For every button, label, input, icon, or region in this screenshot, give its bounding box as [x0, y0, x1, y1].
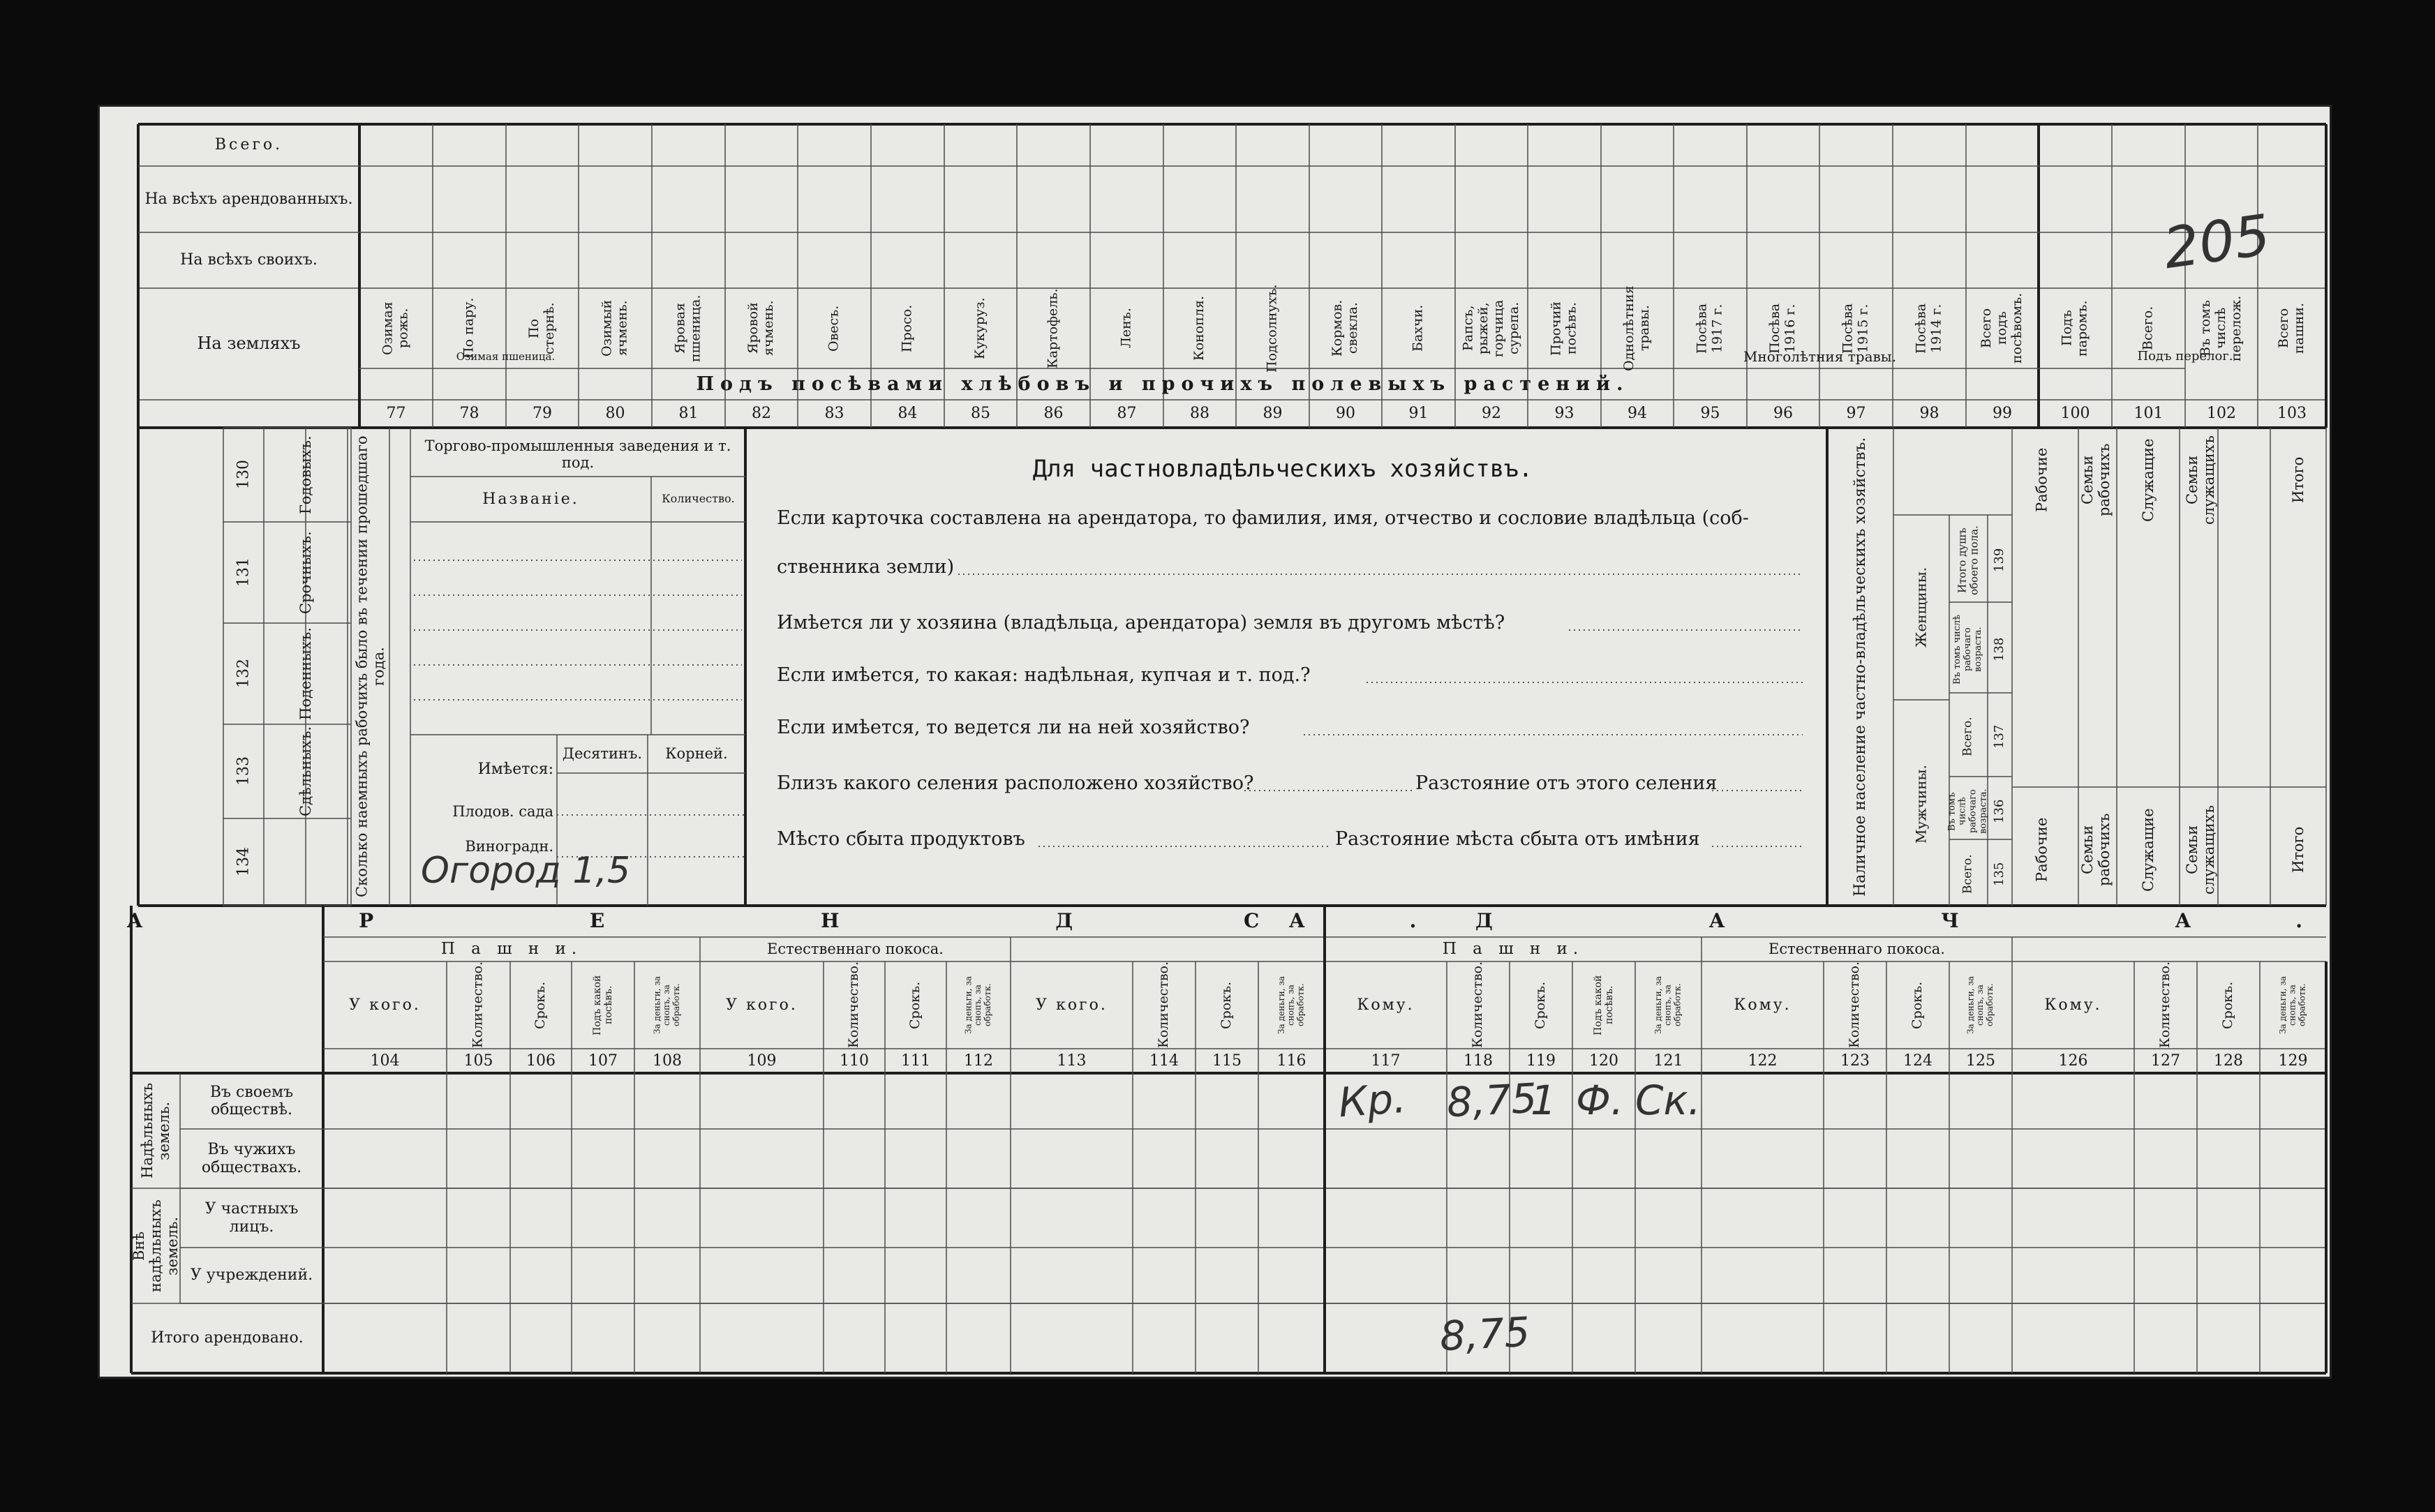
column-number: 88	[1190, 405, 1209, 423]
right-column-header-top: Семьи служащихъ	[2183, 435, 2217, 525]
working-age-header: Въ томъ числѣ рабочаго возраста.	[1946, 788, 1989, 834]
column-number: 133	[234, 756, 253, 786]
column-number: 136	[1992, 799, 2007, 824]
column-header: Кормов. свекла.	[1330, 299, 1360, 357]
total-header: Всего.	[1960, 717, 1975, 756]
header-counterparty: У кого.	[349, 996, 421, 1014]
column-header: Яровой ячмень.	[745, 300, 776, 357]
column-header: Количество.	[1470, 961, 1486, 1049]
column-header: Просо.	[899, 304, 915, 352]
column-number: 110	[840, 1051, 869, 1070]
right-column-header-bottom: Итого	[2289, 826, 2307, 874]
handwritten-total: 8,75	[1438, 1308, 1531, 1361]
column-header: Озимая рожь.	[380, 301, 411, 355]
column-header: Количество.	[470, 961, 486, 1049]
column-header: По пару.	[461, 297, 477, 359]
column-number: 109	[747, 1051, 777, 1070]
column-number: 83	[824, 405, 844, 423]
column-header: Въ томъ числѣ перелож.	[2198, 295, 2244, 361]
column-number: 96	[1773, 405, 1793, 423]
right-column-header-bottom: Семьи служащихъ	[2183, 804, 2217, 895]
column-number: 103	[2277, 405, 2307, 423]
orchard-label: Плодов. сада	[452, 802, 553, 820]
column-number: 97	[1846, 405, 1866, 423]
group-label-perennial-grass: Многолѣтния травы.	[1743, 347, 1897, 365]
column-header: Кукуруз.	[972, 297, 988, 359]
column-number: 81	[678, 405, 699, 423]
column-header: Подъ какой посѣвъ.	[591, 975, 614, 1035]
column-header: Сдѣльныхъ.	[297, 726, 314, 817]
column-number: 79	[533, 405, 552, 423]
column-header: Всего.	[2140, 306, 2156, 351]
right-column-header-top: Рабочие	[2033, 447, 2050, 513]
group-label-allotment: Надѣльныхъ земель.	[138, 1082, 172, 1179]
question-other-land: Имѣется ли у хозяина (владѣльца, арендатора) земля въ другомъ мѣстѣ?	[777, 612, 1505, 634]
column-header: Картофель.	[1045, 288, 1061, 368]
total-header: Всего.	[1960, 854, 1975, 895]
row-label-own: На всѣхъ своихъ.	[180, 251, 318, 269]
right-column-header-top: Семьи рабочихъ	[2078, 443, 2113, 517]
right-column-header-bottom: Служащие	[2139, 808, 2157, 892]
header-sdacha: С Д А Ч А.	[1243, 909, 2408, 933]
column-number: 104	[370, 1051, 400, 1070]
header-arenda: А Р Е Н Д А.	[126, 909, 1521, 933]
handwritten-ogorod: Огород 1,5	[421, 850, 631, 892]
column-number: 94	[1628, 405, 1647, 423]
column-header: Посѣва 1914 г.	[1913, 303, 1944, 354]
column-number: 98	[1919, 405, 1939, 423]
column-header: За деньги, за снопъ, за обработк.	[1653, 975, 1683, 1035]
column-number: 121	[1653, 1051, 1683, 1070]
column-header: Срокъ.	[1219, 981, 1235, 1029]
column-number: 90	[1336, 405, 1355, 423]
column-number: 120	[1589, 1051, 1618, 1070]
column-number: 107	[588, 1051, 618, 1070]
question-market-distance: Разстояние мѣста сбыта отъ имѣния	[1335, 828, 1700, 851]
column-number: 130	[234, 460, 253, 490]
column-header: Количество.	[846, 961, 862, 1049]
column-number: 138	[1992, 637, 2007, 661]
question-market: Мѣсто сбыта продуктовъ	[777, 828, 1025, 851]
row-label-on-lands: На земляхъ	[197, 334, 301, 354]
column-header: Посѣва 1915 г.	[1840, 303, 1871, 354]
row-label: У частныхъ лицъ.	[204, 1200, 299, 1236]
column-header: За деньги, за снопъ, за обработк.	[2277, 975, 2307, 1035]
column-header: Срокъ.	[2220, 981, 2236, 1029]
group-label-fallow: Подъ перелог.	[2137, 348, 2233, 364]
header-counterparty: Кому.	[1357, 996, 1415, 1014]
column-header: Бахчи.	[1410, 304, 1426, 352]
column-header: Яровая пшеница.	[672, 294, 703, 362]
header-pokos: Естественнаго покоса.	[767, 941, 944, 958]
column-header: Количество.	[1156, 961, 1172, 1049]
handwritten-payment: Ск.	[1635, 1077, 1701, 1124]
column-header: За деньги, за снопъ, за обработк.	[1276, 975, 1306, 1035]
header-counterparty: У кого.	[1036, 996, 1108, 1014]
column-header: Срокъ.	[907, 981, 923, 1029]
column-number: 101	[2134, 405, 2164, 423]
column-number: 78	[459, 405, 479, 423]
column-number: 77	[386, 405, 406, 423]
men-header: Мужчины.	[1912, 765, 1930, 844]
column-number: 87	[1117, 405, 1137, 423]
column-number: 116	[1276, 1051, 1306, 1070]
census-card	[98, 105, 2408, 1379]
form-title: Для частновладѣльческихъ хозяйствъ.	[1032, 455, 1533, 484]
population-title: Наличное население частно-владѣльческихъ хозяйствъ.	[1851, 437, 1869, 897]
header-counterparty: Кому.	[1734, 996, 1792, 1014]
column-number: 118	[1464, 1051, 1493, 1070]
column-header: Ленъ.	[1118, 308, 1134, 349]
header-pokos: Естественнаго покоса.	[1768, 941, 1945, 958]
column-number: 89	[1263, 405, 1283, 423]
question-owner-cont: ственника земли)	[777, 556, 955, 578]
column-header: По стернѣ.	[526, 302, 557, 354]
working-age-header: Въ томъ числѣ рабочаго возраста.	[1952, 614, 1983, 684]
column-number: 115	[1212, 1051, 1242, 1070]
column-header: Поденныхъ.	[297, 627, 314, 720]
column-number: 129	[2278, 1051, 2308, 1070]
vineyard-label: Виноградн.	[465, 837, 553, 855]
column-number: 95	[1700, 405, 1720, 423]
trade-name-header: Названiе.	[482, 490, 579, 508]
column-number: 134	[234, 847, 253, 877]
column-number: 112	[964, 1051, 993, 1070]
row-label: Въ своемъ обществѣ.	[209, 1083, 294, 1118]
column-number: 111	[901, 1051, 930, 1070]
right-column-header-bottom: Рабочие	[2033, 817, 2050, 883]
column-header: Срокъ.	[1909, 981, 1926, 1029]
column-number: 122	[1748, 1051, 1778, 1070]
column-header: Конопля.	[1191, 296, 1207, 361]
column-number: 80	[605, 405, 625, 423]
column-header: Прочий посѣвъ.	[1548, 301, 1579, 356]
question-farming: Если имѣется, то ведется ли на ней хозяйство?	[777, 717, 1250, 739]
column-number: 131	[234, 557, 253, 587]
column-number: 119	[1526, 1051, 1556, 1070]
women-header: Женщины.	[1912, 567, 1930, 648]
question-owner: Если карточка составлена на арендатора, то фамилия, имя, отчество и сословие владѣльца (соб-	[777, 507, 1749, 530]
column-header: Всего пашни.	[2276, 302, 2307, 354]
column-header: Подъ какой посѣвъ.	[1592, 975, 1615, 1035]
header-pashni: П а ш н и.	[440, 940, 583, 959]
question-land-type: Если имѣется, то какая: надѣльная, купчая и т. под.?	[777, 664, 1311, 687]
right-column-header-top: Итого	[2289, 456, 2307, 504]
column-header: Годовыхъ.	[297, 435, 314, 514]
header-korney: Корней.	[665, 745, 728, 763]
column-number: 139	[1992, 548, 2007, 573]
row-label-total-rented: Итого арендовано.	[151, 1329, 304, 1347]
column-header: Количество.	[1847, 961, 1863, 1049]
column-header: Срокъ.	[1533, 981, 1549, 1029]
column-number: 106	[526, 1051, 556, 1070]
group-label-non-allotment: Внѣ надѣльныхъ земель.	[130, 1199, 181, 1292]
has-label: Имѣется:	[477, 761, 553, 779]
column-number: 125	[1966, 1051, 1995, 1070]
workers-question: Сколько наемныхъ рабочихъ было въ течении прошедшаго года.	[353, 435, 387, 898]
handwritten-quantity: 8,75	[1445, 1074, 1538, 1127]
column-number: 102	[2207, 405, 2236, 423]
column-header: Овесъ.	[826, 305, 842, 352]
header-pashni: П а ш н и.	[1442, 940, 1584, 959]
row-label-total: Всего.	[214, 136, 283, 154]
column-number: 113	[1057, 1051, 1087, 1070]
right-column-header-top: Служащие	[2139, 438, 2157, 522]
column-number: 135	[1992, 862, 2007, 887]
column-number: 114	[1149, 1051, 1179, 1070]
column-number: 85	[971, 405, 990, 423]
column-number: 91	[1408, 405, 1429, 423]
handwritten-term: 1	[1531, 1077, 1556, 1124]
column-header: За деньги, за снопъ, за обработк.	[963, 975, 992, 1035]
column-number: 86	[1043, 405, 1064, 423]
banner-under-crops: Подъ посѣвами хлѣбовъ и прочихъ полевыхъ растений.	[696, 373, 1630, 395]
trade-qty-header: Количество.	[662, 492, 735, 506]
column-number: 93	[1554, 405, 1574, 423]
column-number: 100	[2060, 405, 2090, 423]
column-header: Подъ паромъ.	[2059, 300, 2090, 357]
column-number: 132	[234, 659, 253, 689]
column-header: Посѣва 1917 г.	[1694, 303, 1725, 354]
handwritten-page-number: 205	[2159, 202, 2274, 282]
handwritten-crop: Ф.	[1576, 1077, 1624, 1124]
total-souls-header: Итого душъ обоего пола.	[1956, 525, 1981, 595]
header-desyatin: Десятинъ.	[562, 745, 643, 763]
row-label: Въ чужихъ обществахъ.	[201, 1141, 302, 1176]
column-number: 84	[898, 405, 918, 423]
column-number: 127	[2151, 1051, 2180, 1070]
column-header: Озимый ячмень.	[599, 299, 630, 357]
column-number: 123	[1840, 1051, 1870, 1070]
column-number: 99	[1993, 405, 2012, 423]
column-number: 105	[463, 1051, 493, 1070]
column-header: Рапсъ, рыжей, горчица сурепа.	[1460, 299, 1521, 357]
group-label-winter-wheat: Озимая пшеница.	[456, 350, 556, 364]
right-column-header-bottom: Семьи рабочихъ	[2078, 813, 2113, 887]
column-header: Количество.	[2157, 961, 2173, 1049]
column-number: 128	[2214, 1051, 2243, 1070]
column-number: 92	[1482, 405, 1501, 423]
header-counterparty: У кого.	[726, 996, 798, 1014]
column-header: За деньги, за снопъ, за обработк.	[652, 975, 681, 1035]
column-header: Всего подъ посѣвомъ.	[1979, 292, 2025, 364]
column-header: Посѣва 1916 г.	[1767, 303, 1798, 354]
question-village: Близъ какого селения расположено хозяйство?	[777, 772, 1254, 795]
column-header: За деньги, за снопъ, за обработк.	[1965, 975, 1995, 1035]
column-header: Подсолнухъ.	[1264, 284, 1280, 373]
column-number: 117	[1371, 1051, 1401, 1070]
column-header: Срочныхъ.	[297, 531, 314, 614]
column-number: 108	[653, 1051, 682, 1070]
column-header: Однолѣтния травы.	[1621, 285, 1652, 371]
column-number: 124	[1903, 1051, 1933, 1070]
row-label: У учреждений.	[190, 1266, 313, 1285]
column-header: Срокъ.	[533, 981, 549, 1029]
trade-title: Торгово-промышленныя заведения и т. под.	[424, 437, 731, 471]
row-label-rented: На всѣхъ арендованныхъ.	[144, 190, 353, 208]
column-number: 82	[752, 405, 771, 423]
header-counterparty: Кому.	[2044, 996, 2102, 1014]
column-number: 137	[1992, 724, 2007, 749]
question-village-distance: Разстояние отъ этого селения	[1415, 772, 1718, 795]
handwritten-komu: Кр.	[1336, 1074, 1408, 1127]
column-number: 126	[2058, 1051, 2088, 1070]
